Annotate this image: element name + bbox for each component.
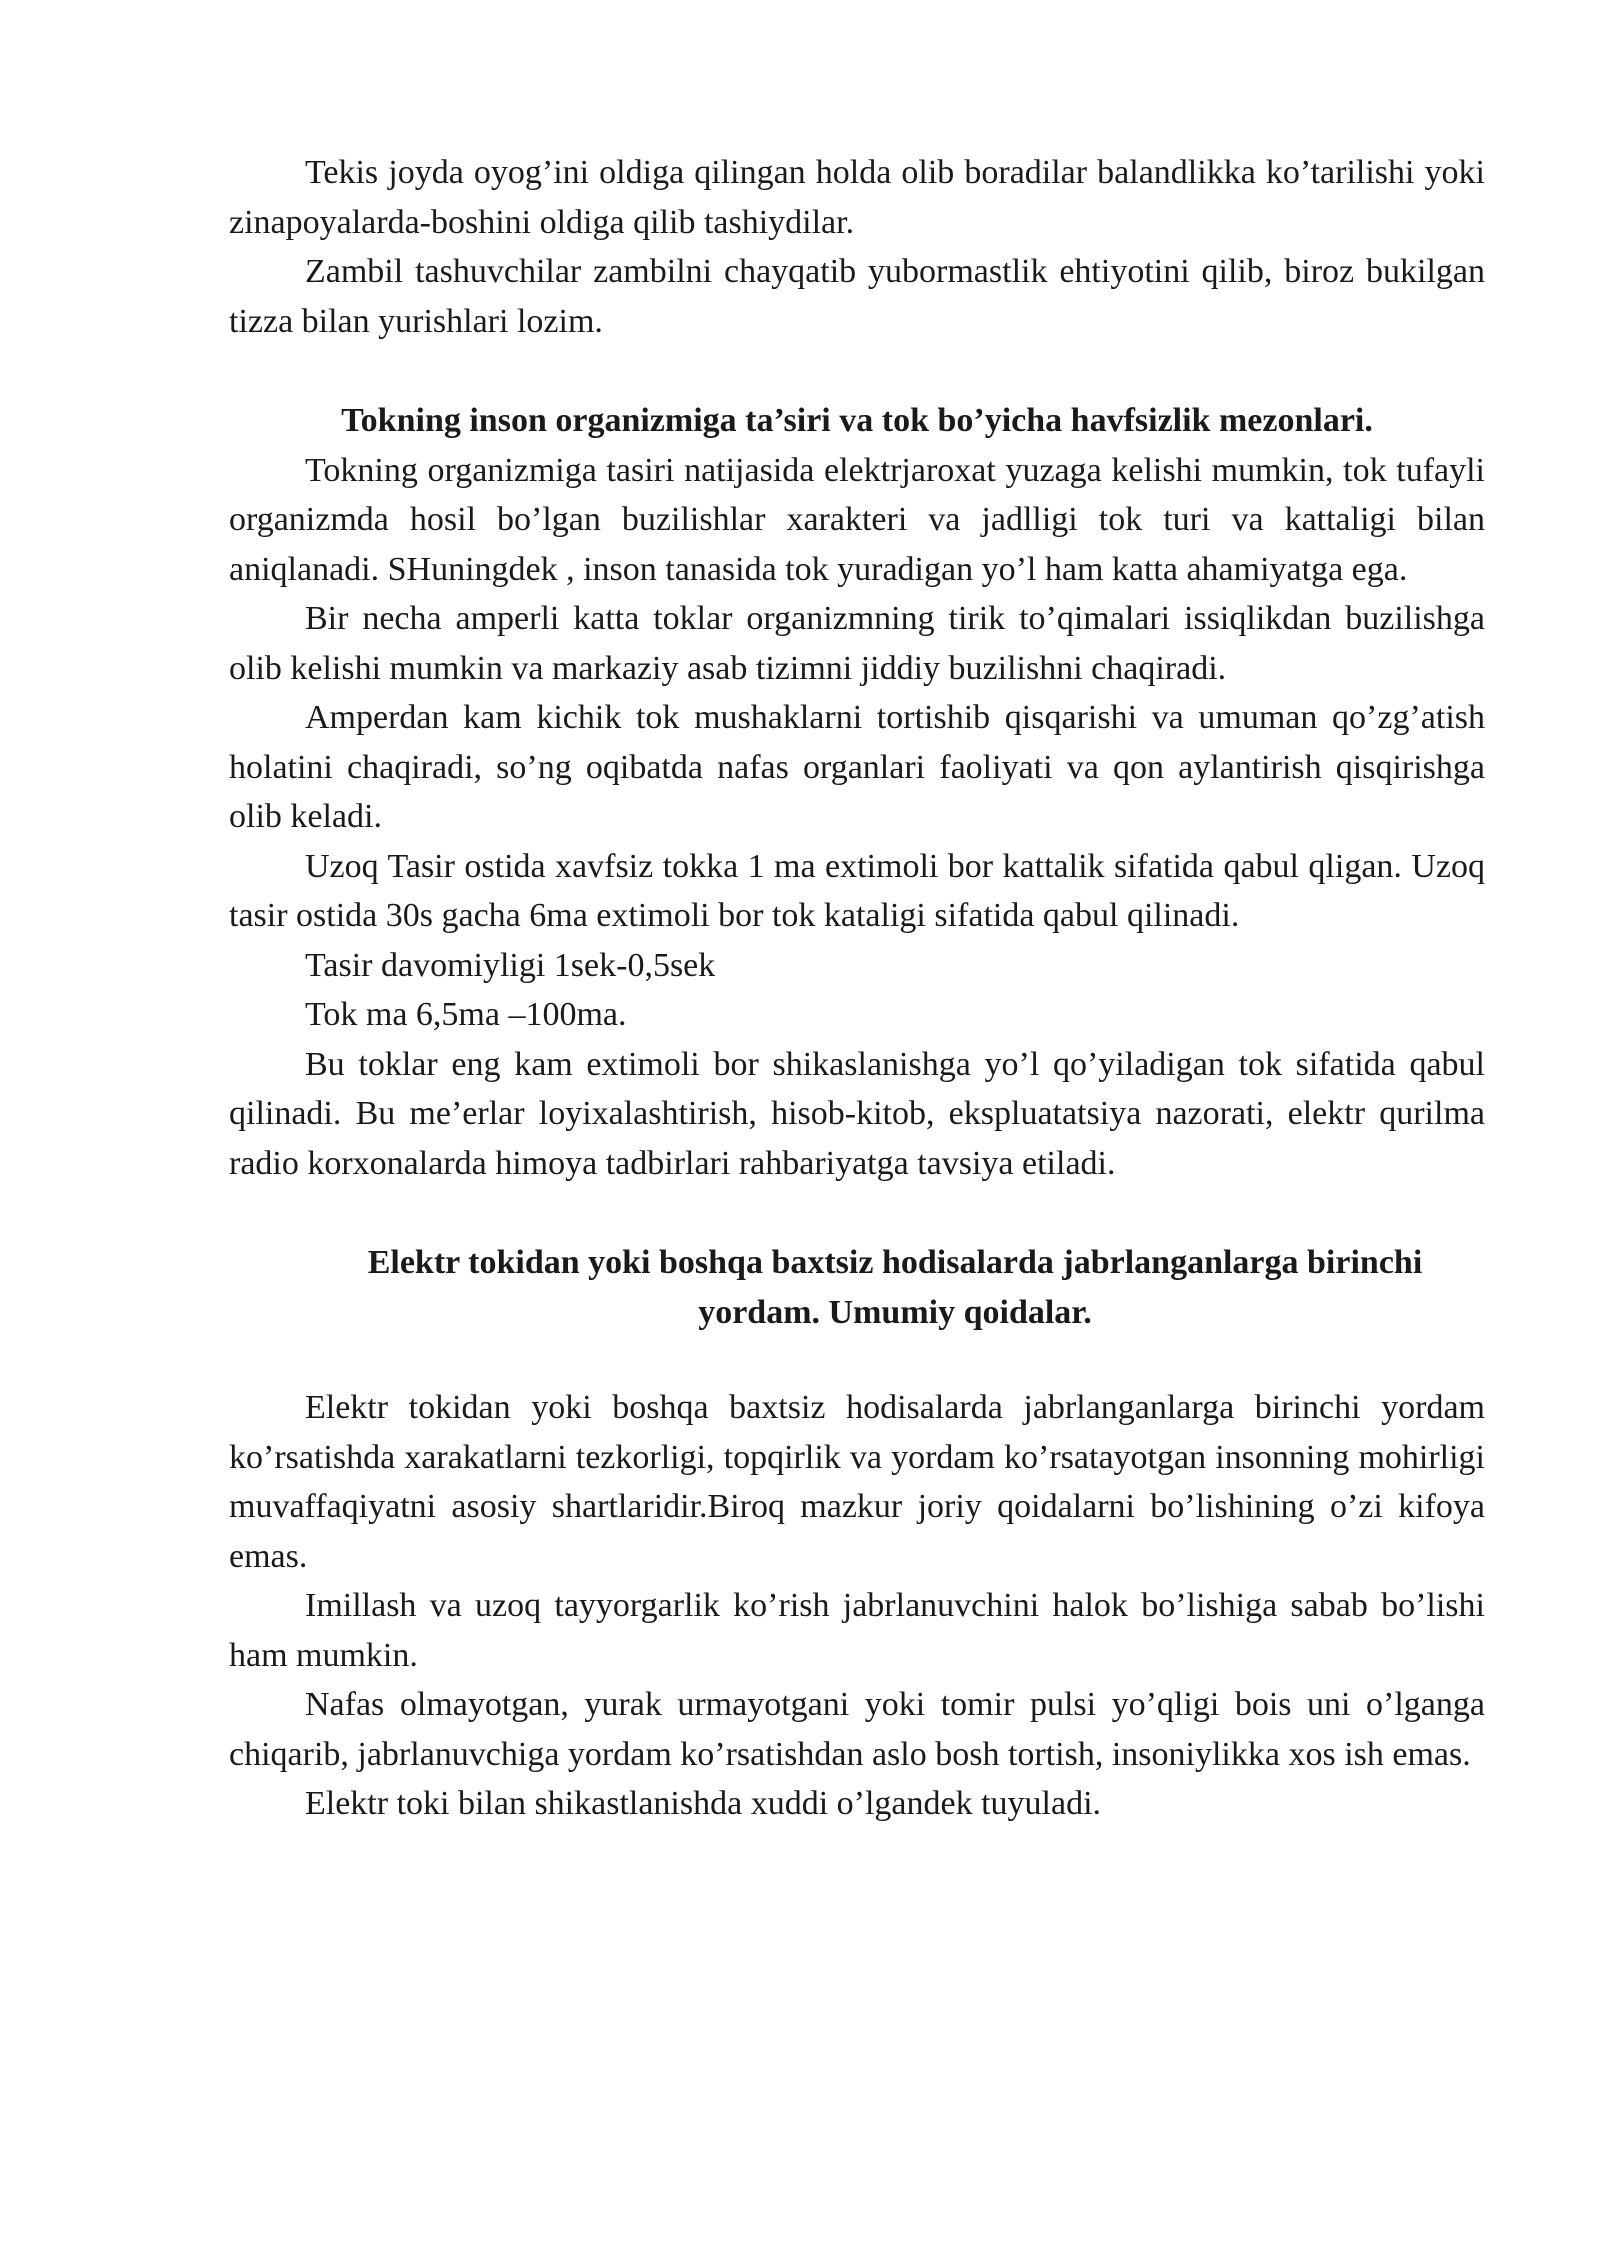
paragraph: Bir necha amperli katta toklar organizmning tirik to’qimalari issiqlikdan buzilishga olib kelishi mumkin va markaziy asab tizimni jiddiy buzilishni chaqiradi. (229, 600, 1485, 687)
paragraph: Elektr tokidan yoki boshqa baxtsiz hodisalarda jabrlanganlarga birinchi yordam ko’rsatishda xarakatlarni tezkorligi, topqirlik va yordam ko’rsatayotgan insonning mohirligi muvaffaqiyatni asosiy shartlaridir.Biroq mazkur joriy qoidalarni bo’lishining o’zi kifoya emas. (229, 1389, 1485, 1575)
spacer (229, 346, 1485, 396)
paragraph: Tok ma 6,5ma –100ma. (305, 996, 627, 1033)
section-heading (229, 1238, 1485, 1337)
paragraph: Bu toklar eng kam extimoli bor shikaslanishga yo’l qo’yiladigan tok sifatida qabul qilinadi. Bu me’erlar loyixalashtirish, hisob-kitob, ekspluatatsiya nazorati, elektr qurilma radio korxonalarda himoya tadbirlari rahbariyatga tavsiya etiladi. (229, 1045, 1485, 1182)
section-heading: Tokning inson organizmiga ta’siri va tok bo’yicha havfsizlik mezonlari. (341, 402, 1373, 439)
paragraph: Zambil tashuvchilar zambilni chayqatib yubormastlik ehtiyotini qilib, biroz bukilgan tizza bilan yurishlari lozim. (229, 253, 1485, 340)
paragraph: Imillash va uzoq tayyorgarlik ko’rish jabrlanuvchini halok bo’lishiga sabab bo’lishi ham mumkin. (229, 1587, 1485, 1674)
spacer (229, 1188, 1485, 1238)
paragraph: Amperdan kam kichik tok mushaklarni tortishib qisqarishi va umuman qo’zg’atish holatini chaqiradi, so’ng oqibatda nafas organlari faoliyati va qon aylantirish qisqirishga olib keladi. (229, 699, 1485, 835)
spacer (229, 1337, 1485, 1383)
document-page (229, 148, 1485, 1829)
paragraph: Uzoq Tasir ostida xavfsiz tokka 1 ma extimoli bor kattalik sifatida qabul qligan. Uzoq tasir ostida 30s gacha 6ma extimoli bor tok kataligi sifatida qabul qilinadi. (229, 847, 1485, 934)
section-heading-line: yordam. Umumiy qoidalar. (698, 1293, 1092, 1331)
paragraph: Tasir davomiyligi 1sek-0,5sek (305, 946, 716, 984)
paragraph: Nafas olmayotgan, yurak urmayotgani yoki tomir pulsi yo’qligi bois uni o’lganga chiqarib, jabrlanuvchiga yordam ko’rsatishdan aslo bosh tortish, insoniylikka xos ish emas. (229, 1686, 1485, 1773)
paragraph: Elektr toki bilan shikastlanishda xuddi o’lgandek tuyuladi. (305, 1785, 1102, 1822)
paragraph: Tokning organizmiga tasiri natijasida elektrjaroxat yuzaga kelishi mumkin, tok tufayli organizmda hosil bo’lgan buzilishlar xarakteri va jadlligi tok turi va kattaligi bilan aniqlanadi. SHuningdek , inson tanasida tok yuradigan yo’l ham katta ahamiyatga ega. (229, 451, 1485, 588)
paragraph: Tekis joyda oyog’ini oldiga qilingan holda olib boradilar balandlikka ko’tarilishi yoki zinapoyalarda-boshini oldiga qilib tashiydilar. (229, 154, 1485, 241)
section-heading-line: Elektr tokidan yoki boshqa baxtsiz hodisalarda jabrlanganlarga birinchi (367, 1244, 1423, 1281)
